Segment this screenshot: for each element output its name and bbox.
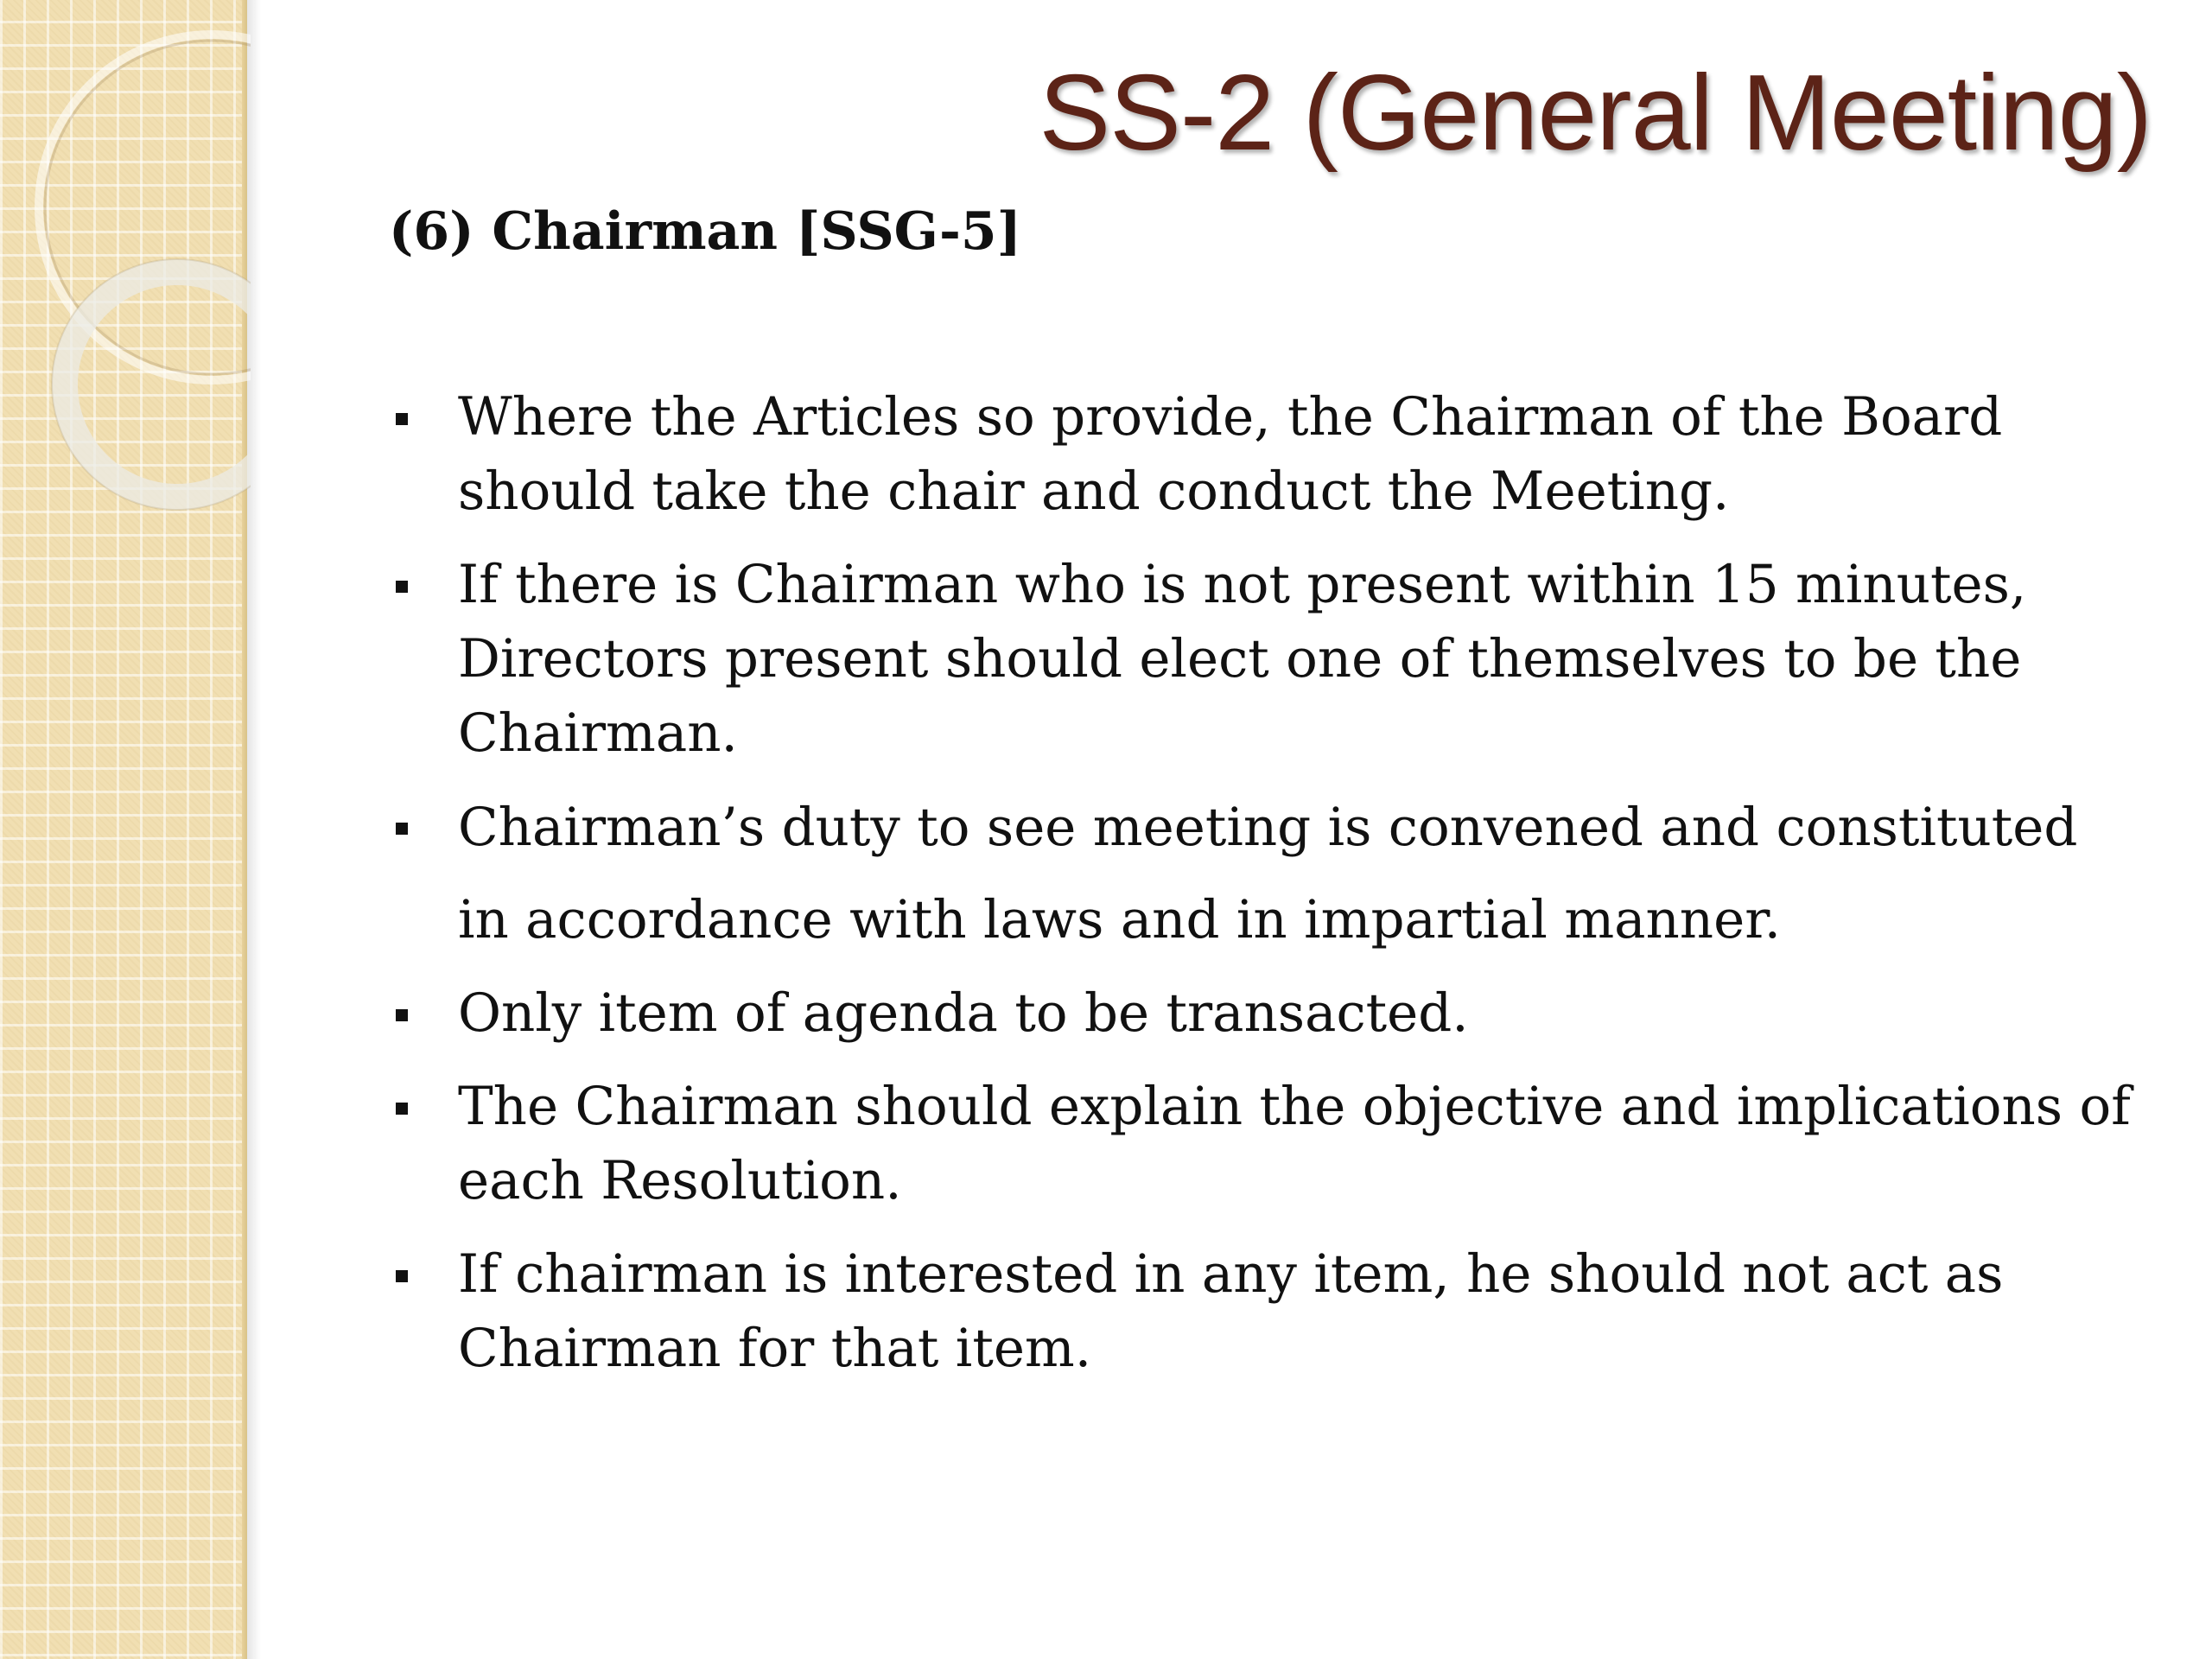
square-bullet-icon [396,1270,408,1282]
square-bullet-icon [396,413,408,425]
bullet-text: The Chairman should explain the objective and implications of each Resolution. [458,1076,2131,1211]
bullet-list [389,380,2134,1405]
square-bullet-icon [396,1103,408,1115]
small-ring-icon [52,259,251,510]
section-heading: (6) Chairman [SSG-5] [389,201,1022,262]
bullet-text: If chairman is interested in any item, he should not act as Chairman for that item. [458,1243,2004,1379]
bullet-item [389,976,2134,1051]
bullet-item [389,380,2134,529]
bullet-text: Where the Articles so provide, the Chairman of the Board should take the chair and conduct the Meeting. [458,386,2003,522]
bullet-item [389,1237,2134,1386]
square-bullet-icon [396,581,408,593]
bullet-text: If there is Chairman who is not present within 15 minutes, Directors present should elect one of themselves to be the Chairman. [458,554,2027,764]
bullet-text: Chairman’s duty to see meeting is convened and constituted in accordance with laws and in impartial manner. [458,797,2078,950]
bullet-item [389,781,2134,966]
square-bullet-icon [396,1009,408,1021]
bullet-text: Only item of agenda to be transacted. [458,982,1469,1044]
square-bullet-icon [396,823,408,835]
ring-decoration [0,0,251,553]
bullet-item [389,1070,2134,1218]
bullet-item [389,548,2134,771]
slide-title: SS-2 (General Meeting) [1039,54,2152,173]
